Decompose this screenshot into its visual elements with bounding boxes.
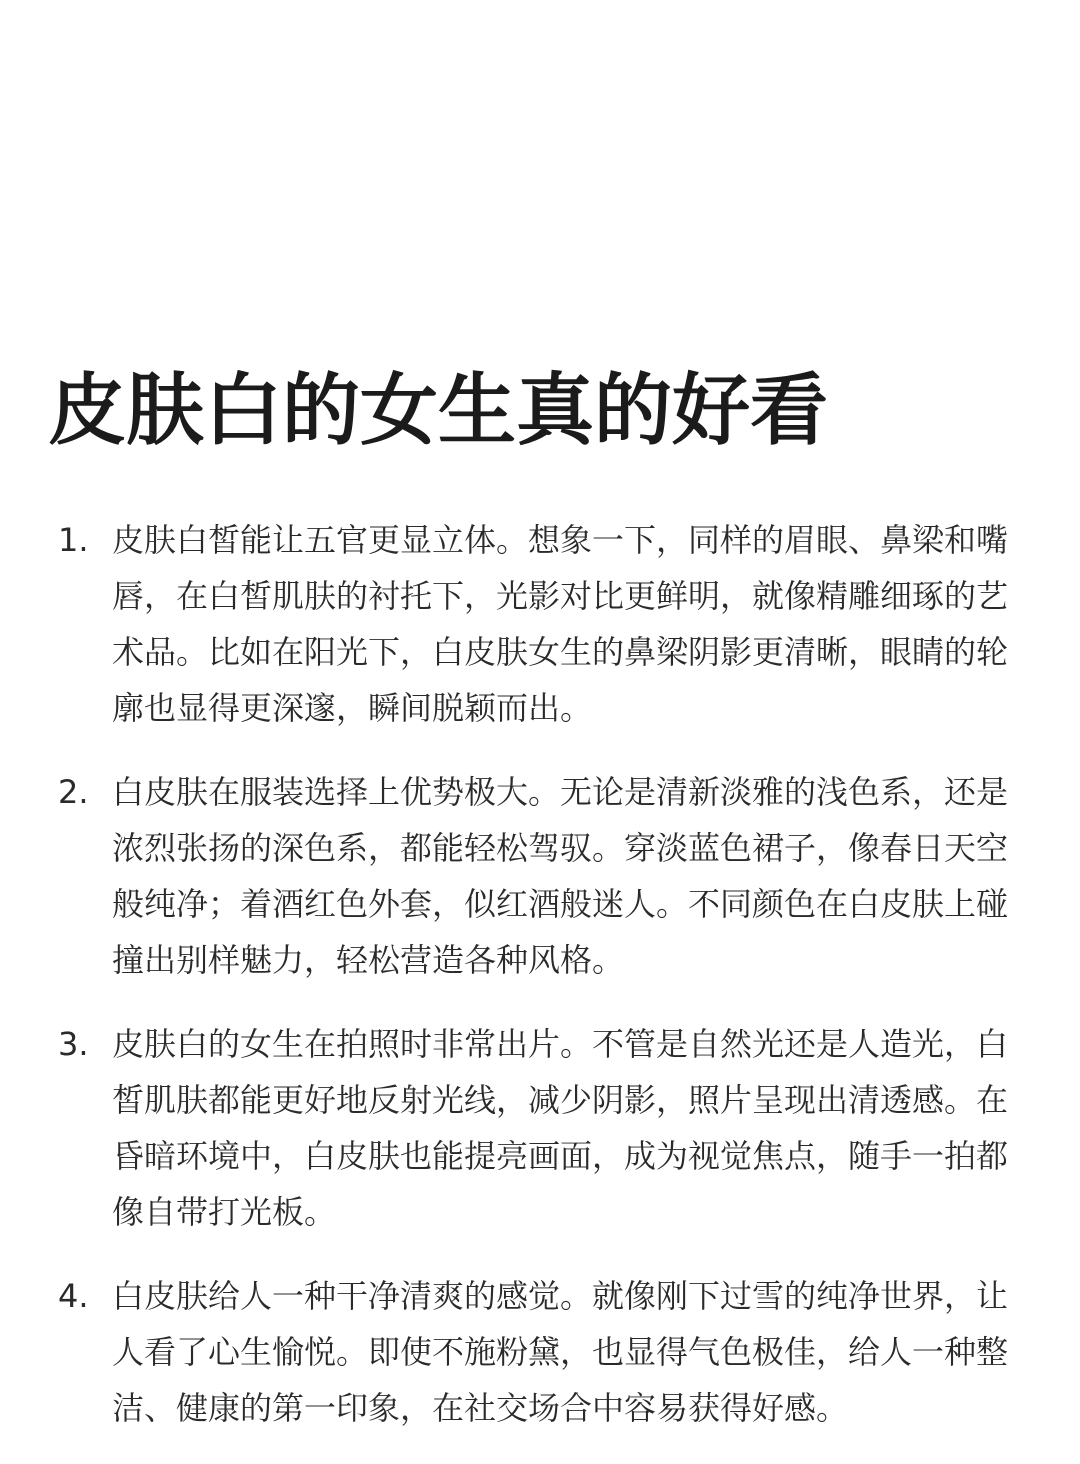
- article-title: 皮肤白的女生真的好看: [48, 366, 829, 456]
- list-item: [0, 512, 1008, 736]
- article-list: [0, 512, 1080, 1464]
- list-item: [0, 1268, 1008, 1436]
- list-item-number: 3.: [58, 1025, 89, 1063]
- list-item-number: 4.: [58, 1277, 89, 1315]
- list-item-text: 白皮肤在服装选择上优势极大。无论是清新淡雅的浅色系，还是浓烈张扬的深色系，都能轻松驾驭。穿淡蓝色裙子，像春日天空般纯净；着酒红色外套，似红酒般迷人。不同颜色在白皮肤上碰撞出别样魅力，轻松营造各种风格。: [112, 773, 1009, 979]
- list-item: [0, 1016, 1008, 1240]
- list-item-text: 白皮肤给人一种干净清爽的感觉。就像刚下过雪的纯净世界，让人看了心生愉悦。即使不施粉黛，也显得气色极佳，给人一种整洁、健康的第一印象，在社交场合中容易获得好感。: [112, 1277, 1009, 1427]
- list-item-number: 2.: [58, 773, 89, 811]
- list-item-text: 皮肤白皙能让五官更显立体。想象一下，同样的眉眼、鼻梁和嘴唇，在白皙肌肤的衬托下，光影对比更鲜明，就像精雕细琢的艺术品。比如在阳光下，白皮肤女生的鼻梁阴影更清晰，眼睛的轮廓也显得更深邃，瞬间脱颖而出。: [112, 521, 1009, 727]
- list-item-number: 1.: [58, 521, 89, 559]
- list-item: [0, 764, 1008, 988]
- list-item-text: 皮肤白的女生在拍照时非常出片。不管是自然光还是人造光，白皙肌肤都能更好地反射光线，减少阴影，照片呈现出清透感。在昏暗环境中，白皮肤也能提亮画面，成为视觉焦点，随手一拍都像自带打光板。: [112, 1025, 1009, 1231]
